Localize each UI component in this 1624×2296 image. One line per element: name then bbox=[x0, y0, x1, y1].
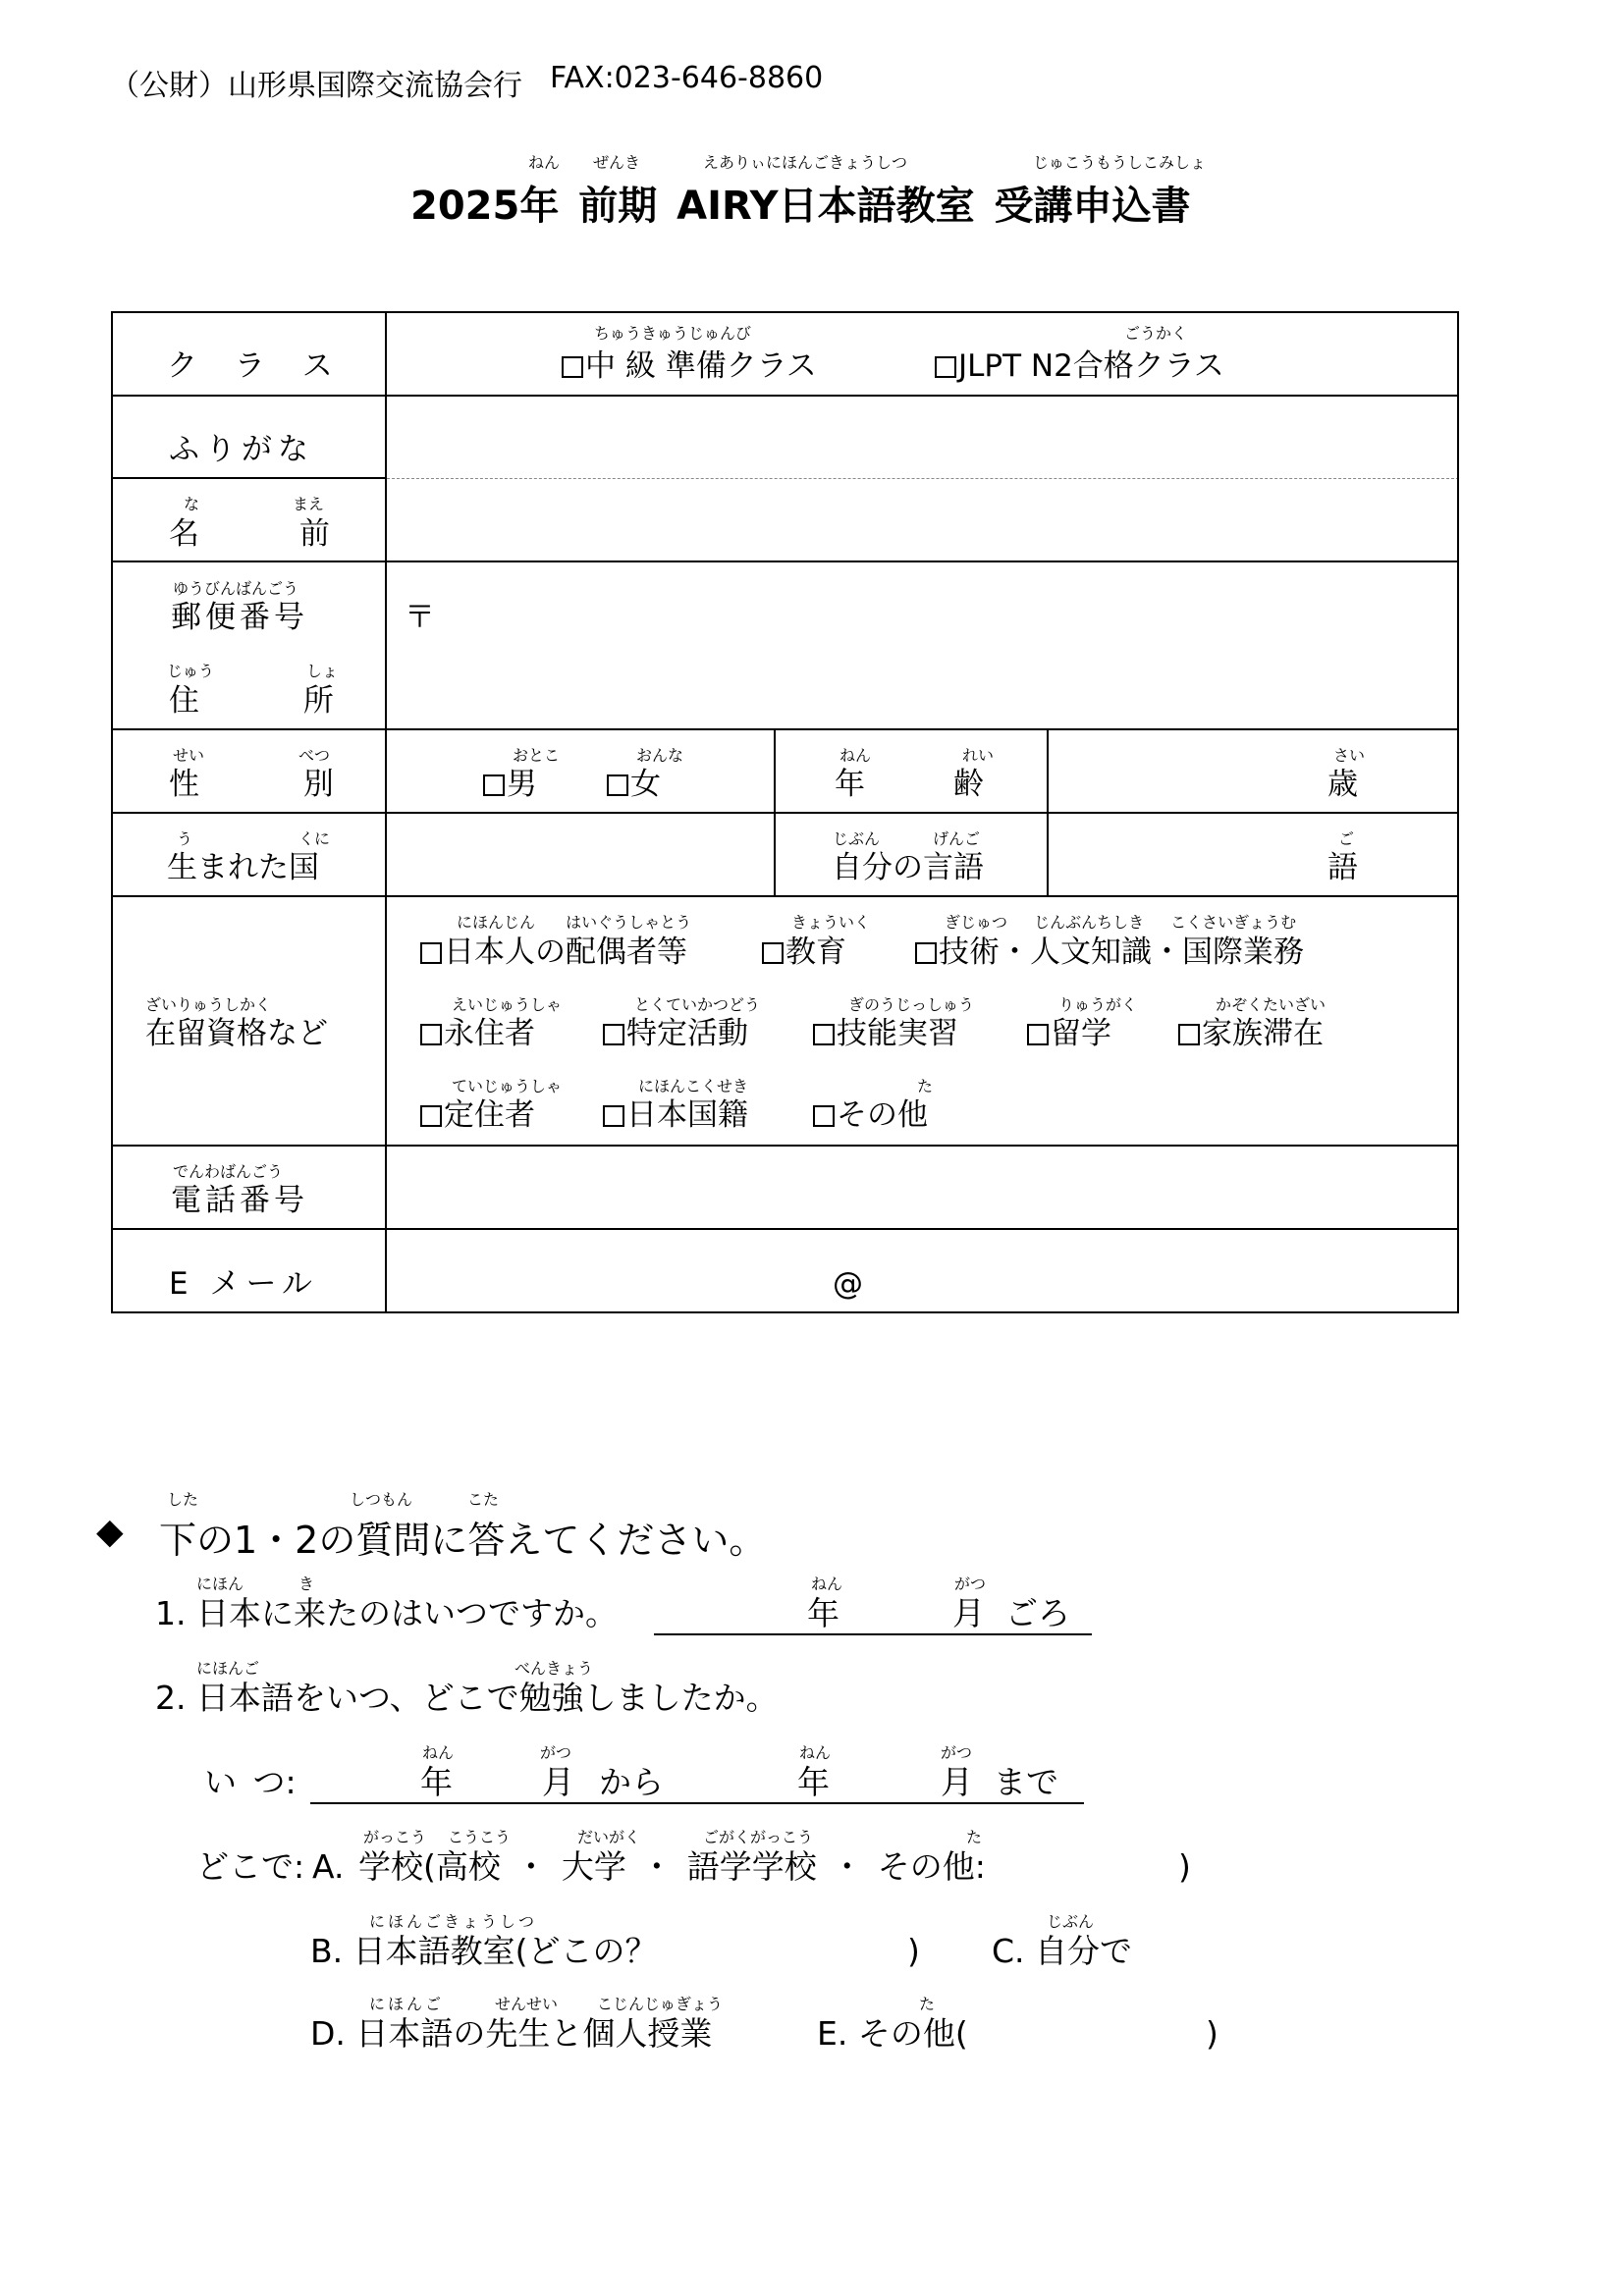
status-option-ruby: ぎじゅつ じんぶんちしき こくさいぎょうむ bbox=[945, 913, 1297, 932]
checkbox[interactable] bbox=[603, 1105, 624, 1127]
q1-month: 月 bbox=[952, 1594, 985, 1632]
q2-ruby-benkyou: べんきょう bbox=[514, 1659, 594, 1678]
status-option-designated[interactable]: 特定活動 bbox=[603, 1017, 748, 1050]
status-option-ruby: にほんじん はいぐうしゃとう bbox=[457, 913, 692, 932]
title-ruby-nen: ねん bbox=[528, 153, 561, 172]
checkbox[interactable] bbox=[420, 1105, 442, 1127]
gender-female-ruby: おんな bbox=[636, 746, 684, 765]
header-org: （公財）山形県国際交流協会行 bbox=[110, 69, 522, 103]
status-option-ruby: とくていかつどう bbox=[634, 995, 761, 1014]
name-ruby-na: な bbox=[184, 495, 200, 513]
phone-label: 電話番号 bbox=[171, 1183, 308, 1218]
q2-a-ruby-ta: た bbox=[966, 1828, 983, 1846]
q2-option-b[interactable]: B. 日本語教室(どこの？ bbox=[310, 1932, 658, 1970]
status-ruby: ざいりゅうしかく bbox=[145, 995, 272, 1014]
checkbox[interactable] bbox=[762, 942, 784, 964]
gender-ruby-sei: せい bbox=[173, 746, 205, 765]
heading-ruby-shitsumon: しつもん bbox=[350, 1490, 413, 1509]
language-unit-ruby: ご bbox=[1338, 829, 1355, 848]
status-option-ruby: かぞくたいざい bbox=[1216, 995, 1326, 1014]
class-option-intermediate[interactable]: 中 級 準備クラス bbox=[562, 349, 817, 383]
q2-from: から bbox=[599, 1763, 664, 1801]
gender-female-option[interactable]: 女 bbox=[607, 768, 661, 801]
status-option-education[interactable]: 教育 bbox=[762, 935, 846, 969]
phone-field[interactable] bbox=[389, 1148, 1455, 1227]
postal-field[interactable] bbox=[442, 579, 1453, 638]
status-option-dependent[interactable]: 家族滞在 bbox=[1178, 1017, 1324, 1050]
checkbox[interactable] bbox=[813, 1105, 835, 1127]
status-option-engineer[interactable]: 技術・人文知識・国際業務 bbox=[915, 935, 1304, 969]
gender-label: 性 別 bbox=[169, 767, 334, 802]
q1-ruby-gatsu: がつ bbox=[954, 1575, 987, 1593]
q2-a-ruby-gakkou: がっこう bbox=[363, 1828, 427, 1846]
status-option-japanese-nationality[interactable]: 日本国籍 bbox=[603, 1098, 748, 1132]
q1-answer-line[interactable] bbox=[654, 1633, 1092, 1635]
furigana-field[interactable] bbox=[389, 398, 1455, 476]
q2-ruby-nihongo: にほんご bbox=[196, 1659, 260, 1678]
q2-option-e-close: ) bbox=[1206, 2014, 1218, 2053]
postal-label: 郵便番号 bbox=[171, 600, 308, 635]
address-label: 住 所 bbox=[169, 683, 334, 719]
name-ruby-mae: まえ bbox=[293, 495, 325, 513]
status-option-permanent[interactable]: 永住者 bbox=[420, 1017, 535, 1050]
class-label: ク ラ ス bbox=[167, 348, 347, 384]
status-option-ruby: きょういく bbox=[791, 913, 871, 932]
q1-ruby-nen: ねん bbox=[811, 1575, 843, 1593]
postal-ruby: ゆうびんばんごう bbox=[173, 579, 299, 598]
language-unit: 語 bbox=[1327, 850, 1358, 885]
q2-when-answer-line[interactable] bbox=[310, 1802, 1084, 1804]
gender-male-option[interactable]: 男 bbox=[483, 768, 537, 801]
q2-option-c[interactable]: C. 自分で bbox=[992, 1932, 1133, 1970]
phone-ruby: でんわばんごう bbox=[173, 1162, 284, 1181]
title-ruby-moushikomi: じゅこうもうしこみしょ bbox=[1033, 153, 1207, 172]
q1-ruby-nihon: にほん bbox=[196, 1575, 244, 1593]
checkbox[interactable] bbox=[607, 774, 628, 796]
q2-year-from: 年 bbox=[420, 1763, 453, 1801]
email-field[interactable] bbox=[389, 1232, 1455, 1310]
language-ruby-jibun: じぶん bbox=[833, 829, 881, 848]
address-ruby-sho: しょ bbox=[306, 662, 339, 680]
q2-ruby-nen-from: ねん bbox=[422, 1743, 455, 1762]
q2-year-to: 年 bbox=[797, 1763, 830, 1801]
q2-ruby-nen-to: ねん bbox=[799, 1743, 832, 1762]
checkbox[interactable] bbox=[420, 1024, 442, 1045]
q1-year: 年 bbox=[807, 1594, 839, 1632]
email-label: E メール bbox=[169, 1266, 318, 1302]
status-option-ruby: にほんこくせき bbox=[638, 1077, 749, 1095]
q1-ruby-ki: き bbox=[298, 1575, 315, 1593]
checkbox[interactable] bbox=[562, 356, 583, 378]
age-unit-ruby: さい bbox=[1333, 746, 1366, 765]
furigana-label: ふりがな bbox=[169, 432, 314, 467]
postal-mark: 〒 bbox=[405, 600, 435, 635]
status-option-ruby: えいじゅうしゃ bbox=[452, 995, 563, 1014]
q2-option-d[interactable]: D. 日本語の先生と個人授業 bbox=[310, 2014, 713, 2053]
name-label: 名 前 bbox=[169, 516, 330, 552]
status-option-ruby: た bbox=[917, 1077, 934, 1095]
checkbox[interactable] bbox=[813, 1024, 835, 1045]
status-option-ruby: ていじゅうしゃ bbox=[452, 1077, 563, 1095]
q2-where-label: どこで: bbox=[196, 1847, 305, 1886]
q1-text: 1. 日本に来たのはいつですか。 bbox=[155, 1594, 618, 1632]
q2-d-ruby-sensei: せんせい bbox=[495, 1995, 559, 2013]
address-field[interactable] bbox=[389, 643, 1455, 725]
questions-heading: 下の1・2の質問に答えてください。 bbox=[159, 1519, 767, 1562]
heading-ruby-kota: こた bbox=[467, 1490, 500, 1509]
checkbox[interactable] bbox=[603, 1024, 624, 1045]
checkbox[interactable] bbox=[1027, 1024, 1049, 1045]
age-field[interactable] bbox=[1051, 732, 1316, 811]
status-label: 在留資格など bbox=[145, 1016, 328, 1051]
q2-ruby-gatsu-to: がつ bbox=[941, 1743, 973, 1762]
birth-country-ruby-kuni: くに bbox=[298, 829, 331, 848]
class-option2-ruby: ごうかく bbox=[1124, 324, 1188, 343]
q2-option-a[interactable]: A. 学校(高校 ・ 大学 ・ 語学学校 ・ その他: bbox=[312, 1847, 986, 1886]
title-ruby-kyoushitsu: えありぃにほんごきょうしつ bbox=[703, 153, 908, 172]
status-option-student[interactable]: 留学 bbox=[1027, 1017, 1111, 1050]
page-title: 2025年 前期 AIRY日本語教室 受講申込書 bbox=[410, 184, 1191, 229]
q2-a-ruby-gogaku: ごがくがっこう bbox=[703, 1828, 814, 1846]
gender-ruby-betsu: べつ bbox=[298, 746, 331, 765]
q2-month-from: 月 bbox=[542, 1763, 574, 1801]
birth-country-ruby-u: う bbox=[177, 829, 193, 848]
q2-month-to: 月 bbox=[941, 1763, 973, 1801]
age-unit: 歳 bbox=[1327, 767, 1358, 802]
q2-text: 2. 日本語をいつ、どこで勉強しましたか。 bbox=[155, 1679, 779, 1717]
checkbox[interactable] bbox=[420, 942, 442, 964]
age-ruby-rei: れい bbox=[962, 746, 995, 765]
status-option-other[interactable]: その他 bbox=[813, 1098, 928, 1132]
age-ruby-nen: ねん bbox=[839, 746, 872, 765]
birth-country-field[interactable] bbox=[389, 816, 772, 894]
language-ruby-gengo: げんご bbox=[933, 829, 981, 848]
q2-a-ruby-koukou: こうこう bbox=[448, 1828, 512, 1846]
q2-a-ruby-daigaku: だいがく bbox=[577, 1828, 641, 1846]
status-option-spouse[interactable]: 日本人の配偶者等 bbox=[420, 935, 687, 969]
status-option-trainee[interactable]: 技能実習 bbox=[813, 1017, 958, 1050]
q2-d-ruby-nihongo: にほんご bbox=[369, 1995, 445, 2013]
checkbox[interactable] bbox=[935, 356, 956, 378]
age-label: 年 齢 bbox=[835, 767, 984, 802]
q2-when-label: い つ: bbox=[204, 1763, 297, 1801]
q2-e-ruby: た bbox=[919, 1995, 936, 2013]
status-option-ruby: ぎのうじっしゅう bbox=[848, 995, 975, 1014]
q2-c-ruby: じぶん bbox=[1047, 1912, 1095, 1931]
q2-option-b-close: ) bbox=[907, 1932, 920, 1970]
checkbox[interactable] bbox=[1178, 1024, 1200, 1045]
heading-bullet: ◆ bbox=[96, 1512, 124, 1552]
status-option-ruby: りゅうがく bbox=[1058, 995, 1138, 1014]
birth-country-label: 生まれた国 bbox=[167, 850, 319, 885]
title-ruby-zenki: ぜんき bbox=[593, 153, 641, 172]
q2-d-ruby-kojin: こじんじゅぎょう bbox=[597, 1995, 724, 2013]
q2-option-e[interactable]: E. その他( bbox=[817, 2014, 968, 2053]
q2-ruby-gatsu-from: がつ bbox=[540, 1743, 572, 1762]
email-at: @ bbox=[833, 1266, 863, 1302]
heading-ruby-shita: した bbox=[167, 1490, 199, 1509]
status-option-long-term[interactable]: 定住者 bbox=[420, 1098, 535, 1132]
name-field[interactable] bbox=[389, 481, 1455, 559]
q2-b-ruby: にほんごきょうしつ bbox=[369, 1912, 538, 1931]
class-option-jlpt-n2[interactable]: JLPT N2合格クラス bbox=[935, 349, 1224, 383]
gender-male-ruby: おとこ bbox=[513, 746, 561, 765]
checkbox[interactable] bbox=[915, 942, 937, 964]
q1-suffix: ごろ bbox=[1005, 1594, 1070, 1632]
header-fax: FAX:023-646-8860 bbox=[550, 61, 824, 95]
address-ruby-juu: じゅう bbox=[167, 662, 215, 680]
checkbox[interactable] bbox=[483, 774, 505, 796]
class-option1-ruby: ちゅうきゅうじゅんび bbox=[594, 324, 752, 343]
q2-until: まで bbox=[994, 1763, 1058, 1801]
language-field[interactable] bbox=[1051, 816, 1316, 894]
q2-option-a-close: ) bbox=[1178, 1847, 1191, 1886]
language-label: 自分の言語 bbox=[832, 850, 984, 885]
